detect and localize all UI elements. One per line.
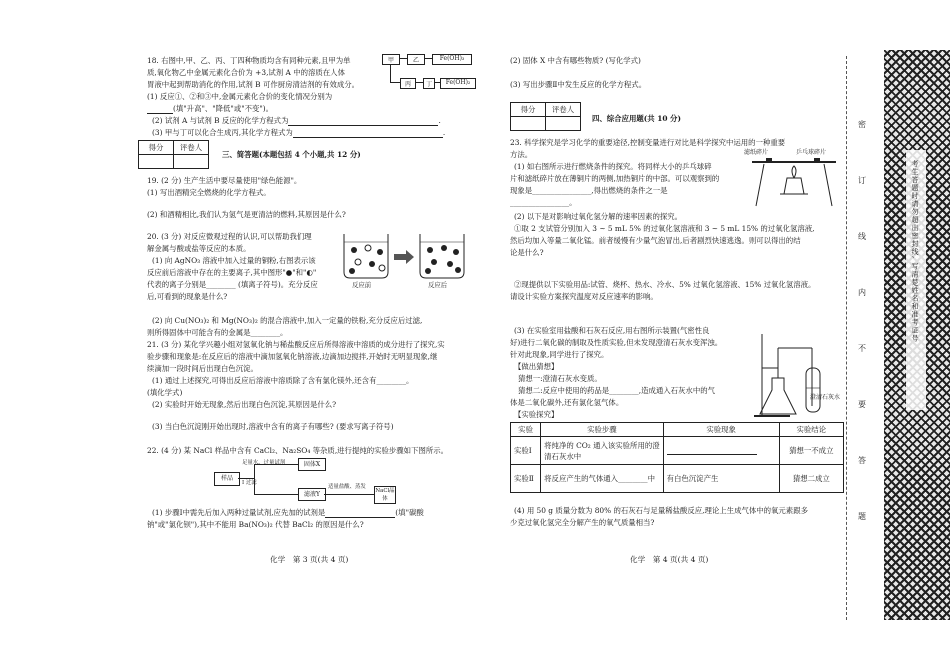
node-bing: 丙 — [400, 78, 416, 89]
table-cell: 将纯净的 CO₂ 通入该实验所用的澄清石灰水中 — [541, 437, 663, 465]
table-cell — [663, 437, 779, 465]
q23-line-1: 23. 科学探究是学习化学的重要途径,控制变量进行对比是科学探究中运用的一种重要 — [510, 138, 786, 147]
q20-line-1: 20. (3 分) 对反应微观过程的认识,可以帮助我们理 — [147, 232, 312, 241]
tripod-burner-svg — [744, 148, 844, 208]
answer-blank[interactable] — [325, 509, 395, 518]
q18-diagram — [382, 54, 474, 98]
beaker-after — [420, 234, 464, 278]
q23-2-line-1: (2) 以下是对影响过氧化氢分解的速率因素的探究。 — [514, 212, 683, 221]
score-cell[interactable] — [139, 155, 174, 169]
table-header: 实验现象 — [663, 423, 779, 437]
q23-line-6: ________________。 — [510, 198, 577, 207]
arrow — [254, 494, 298, 495]
grader-label: 评卷人 — [174, 141, 209, 155]
flow-product: NaCl晶体 — [375, 488, 395, 502]
seal-char: 订 — [858, 176, 866, 185]
q21-line-4: (1) 通过上述探究,可得出反应后溶液中溶质除了含有氯化镁外,还含有________。 — [152, 376, 414, 385]
flow-solid-x: 固体X — [298, 458, 326, 471]
q23-3-line-4: 【做出猜想】 — [514, 362, 559, 371]
q20-line-2: 解金属与酸或盐等反应的本质。 — [147, 244, 251, 253]
arrow-right-icon — [394, 250, 414, 264]
q23-3-line-6: 猜想二:反应中使用的药品是________,造成通入石灰水中的气 — [518, 386, 715, 395]
answer-blank[interactable] — [147, 105, 173, 114]
q22-3: (3) 写出步骤Ⅱ中发生反应的化学方程式。 — [510, 80, 647, 89]
q20-line-4: 反应前后溶液中存在的主要离子,其中图形"●"和"◐" — [147, 268, 317, 277]
q23-2-line-4: 论是什么? — [510, 248, 544, 257]
arrow — [324, 494, 374, 495]
score-box-sec3 — [138, 140, 209, 169]
q20-2b: 则所得固体中可能含有的金属是________。 — [147, 328, 288, 337]
beaker-before — [344, 234, 388, 278]
q19: 19. (2 分) 生产生活中要尽量使用"绿色能源"。 — [147, 176, 302, 185]
q22: 22. (4 分) 某 NaCl 样品中含有 CaCl₂、Na₂SO₄ 等杂质,进行提纯的实验步骤如下图所示。 — [147, 446, 449, 455]
experiment-table — [510, 422, 844, 493]
right-page — [470, 0, 850, 672]
flow-step1b: Ⅰ 过滤 — [242, 480, 257, 486]
q22-1a-line — [152, 508, 424, 518]
section-4-title: 四、综合应用题(共 10 分) — [592, 114, 681, 123]
fig-label-filter-paper: 滤纸碎片 — [744, 149, 769, 156]
branch-line — [254, 464, 255, 494]
flow-step1: 足量水、过量试剂 — [242, 460, 286, 466]
beaker-before-label: 反应前 — [352, 281, 372, 289]
left-page — [0, 0, 470, 672]
q18-line-3: 胃液中起到帮助消化的作用,试剂 B 可作厨房清洁剂的有效成分。 — [147, 80, 360, 89]
q21-line-1: 21. (3 分) 某化学兴趣小组对氢氧化钠与稀盐酸反应后所得溶液中溶质的成分进行了探究,实 — [147, 340, 445, 349]
q21-line-6: (2) 实验时开始无现象,然后出现白色沉淀,其原因是什么? — [152, 400, 337, 409]
q18-3: (3) 甲与丁可以化合生成丙,其化学方程式为 — [152, 128, 293, 137]
q22-1a: (1) 步骤Ⅰ中需先后加入两种过量试剂,应先加的试剂是 — [152, 508, 326, 517]
q22-flow-diagram — [214, 460, 414, 504]
q18-1b: (填"升高"、"降低"或"不变")。 — [173, 104, 274, 113]
q18-3-line: (3) 甲与丁可以化合生成丙,其化学方程式为 . — [152, 128, 446, 137]
seal-char: 题 — [858, 512, 866, 521]
q23-3-line-2: 好)进行二氧化碳的制取及性质实验,但未发现澄清石灰水变浑浊。 — [510, 338, 723, 347]
beaker-diagram — [338, 228, 468, 290]
q23-3-line-7: 体是二氧化碳外,还有氯化氢气体。 — [510, 398, 624, 407]
q19-1: (1) 写出酒精完全燃烧的化学方程式。 — [147, 188, 271, 197]
answer-blank[interactable] — [288, 117, 438, 126]
q18-2-line: (2) 试剂 A 与试剂 B 反应的化学方程式为 . — [152, 116, 441, 125]
flow-step2: 适量盐酸、蒸发 — [328, 484, 366, 490]
table-cell: 猜想二成立 — [779, 465, 843, 493]
score-label: 得分 — [139, 141, 174, 155]
q23-2-line-3: 然后均加入等量二氧化锰。前者缓慢有少量气泡冒出,后者剧烈快速逃逸。则可以得出的结 — [510, 236, 801, 245]
answer-blank[interactable] — [667, 446, 757, 455]
combustion-figure — [744, 148, 844, 208]
q18-2: (2) 试剂 A 与试剂 B 反应的化学方程式为 — [152, 116, 289, 125]
grader-cell[interactable] — [546, 117, 581, 131]
flow-filtrate-y: 滤液Y — [298, 488, 326, 501]
beaker-after-label: 反应后 — [428, 281, 448, 289]
seal-char: 内 — [858, 288, 866, 297]
grader-cell[interactable] — [174, 155, 209, 169]
seal-char: 线 — [858, 232, 866, 241]
q23-line-5: 现象是________________,得出燃烧的条件之一是 — [510, 186, 668, 195]
q19-2: (2) 和酒精相比,我们认为氢气是更清洁的燃料,其原因是什么? — [147, 210, 346, 219]
table-cell: 实验Ⅱ — [511, 465, 541, 493]
seal-char: 密 — [858, 120, 866, 129]
q20-line-5: 代表的离子分别是________ (填离子符号)。充分反应 — [147, 280, 318, 289]
apparatus-svg — [750, 328, 842, 420]
q23-3-line-8: 【实验探究】 — [514, 410, 559, 419]
node-yi: 乙 — [407, 54, 425, 65]
q23-2-line-2: ①取 2 支试管分别加入 3 ~ 5 mL 5% 的过氧化氢溶液和 3 ~ 5 mL 15% 的过氧化氢溶液, — [514, 224, 815, 233]
table-cell: 实验Ⅰ — [511, 437, 541, 465]
arrow — [254, 464, 298, 465]
seal-char: 不 — [858, 344, 866, 353]
score-label: 得分 — [511, 103, 546, 117]
arrow — [424, 58, 432, 59]
node-feoh3: Fe(OH)₃ — [432, 54, 472, 65]
q23-2b-line-2: 请设计实验方案探究温度对反应速率的影响。 — [510, 292, 658, 301]
connector — [390, 82, 400, 83]
table-header: 实验结论 — [779, 423, 843, 437]
score-box-sec4 — [510, 102, 581, 131]
arrow — [399, 58, 407, 59]
table-row — [511, 465, 844, 493]
gas-apparatus-figure — [750, 328, 842, 420]
grader-label: 评卷人 — [546, 103, 581, 117]
flow-sample: 样品 — [214, 472, 240, 486]
apparatus-label: 澄清石灰水 — [810, 394, 841, 401]
connector — [390, 64, 391, 82]
node-jia: 甲 — [382, 54, 400, 65]
q20-line-6: 后,可看到的现象是什么? — [147, 292, 228, 301]
q23-line-4: 片和滤纸碎片放在薄铜片的两侧,加热铜片的中部。可以观察到的 — [510, 174, 720, 183]
q20-line-3: (1) 向 AgNO₃ 溶液中加入过量的铜粉,右图表示该 — [152, 256, 316, 265]
q23-4-line-2: 少克过氧化氢完全分解产生的氧气质量相当? — [510, 518, 655, 527]
q23-3-line-3: 针对此现象,同学进行了探究。 — [510, 350, 609, 359]
q22-1b: (填"碳酸 — [395, 508, 424, 517]
q21-line-2: 验步骤和现象是:在反应后的溶液中滴加氢氧化钠溶液,边滴加边搅拌,开始时无明显现象,继 — [147, 352, 438, 361]
page-4-footer: 化学 第 4 页(共 4 页) — [630, 555, 709, 564]
table-cell: 猜想一不成立 — [779, 437, 843, 465]
node-feoh2: Fe(OH)₂ — [440, 78, 476, 89]
node-ding: 丁 — [423, 78, 435, 89]
table-cell: 将反应产生的气体通入________中 — [541, 465, 663, 493]
q22-1c: 钠"或"氯化钡"),其中不能用 Ba(NO₃)₂ 代替 BaCl₂ 的原因是什么? — [147, 520, 364, 529]
table-cell: 有白色沉淀产生 — [663, 465, 779, 493]
table-row — [511, 437, 844, 465]
q23-3-line-5: 猜想一:澄清石灰水变质。 — [518, 374, 602, 383]
q23-3-line-1: (3) 在实验室用盐酸和石灰石反应,用右图所示装置(气密性良 — [514, 326, 710, 335]
answer-blank[interactable] — [293, 129, 443, 138]
page-3-footer: 化学 第 3 页(共 4 页) — [270, 555, 349, 564]
q22-2: (2) 固体 X 中含有哪些物质? (写化学式) — [510, 56, 641, 65]
arrow — [415, 82, 423, 83]
seal-characters — [852, 120, 876, 580]
q23-line-3: (1) 如右图所示进行燃烧条件的探究。将同样大小的乒乓球碎 — [514, 162, 712, 171]
seal-line — [846, 56, 847, 620]
arrow — [238, 478, 254, 479]
q23-line-2: 方法。 — [510, 150, 533, 159]
q18-1a: (1) 反应①、②和③中,金属元素化合价的变化情况分别为 — [147, 92, 333, 101]
q18-line-2: 质,氧化物乙中金属元素化合价为 +3,试剂 A 中的溶质在人体 — [147, 68, 345, 77]
q18-1b-line — [147, 104, 273, 114]
table-header: 实验 — [511, 423, 541, 437]
q23-2b-line-1: ②现提供以下实验用品:试管、烧杯、热水、冷水、5% 过氧化氢溶液、15% 过氧化氢溶液。 — [514, 280, 816, 289]
seal-char: 答 — [858, 456, 866, 465]
table-header: 实验步骤 — [541, 423, 663, 437]
warning-text: 考生答题时请勿超出密封线, 写清楚姓名和准考证号 — [911, 160, 919, 343]
q18-line-1: 18. 右图中,甲、乙、丙、丁四种物质均含有同种元素,且甲为单 — [147, 56, 351, 65]
q20-2a: (2) 向 Cu(NO₃)₂ 和 Mg(NO₃)₂ 的混合溶液中,加入一定量的铁粉,充分反应后过滤, — [152, 316, 423, 325]
section-3-title: 三、简答题(本题包括 4 个小题,共 12 分) — [222, 150, 361, 159]
q23-4-line-1: (4) 用 50 g 质量分数为 80% 的石灰石与足量稀盐酸反应,理论上生成气体中的氧元素跟多 — [514, 506, 808, 515]
q21-3: (3) 当白色沉淀刚开始出现时,溶液中含有的离子有哪些? (要求写离子符号) — [152, 422, 394, 431]
q21-line-3: 续滴加一段时间后出现白色沉淀。 — [147, 364, 258, 373]
seal-char: 要 — [858, 400, 866, 409]
score-cell[interactable] — [511, 117, 546, 131]
fig-label-pingpong: 乒乓球碎片 — [796, 149, 827, 156]
q21-line-5: (填化学式) — [147, 388, 183, 397]
